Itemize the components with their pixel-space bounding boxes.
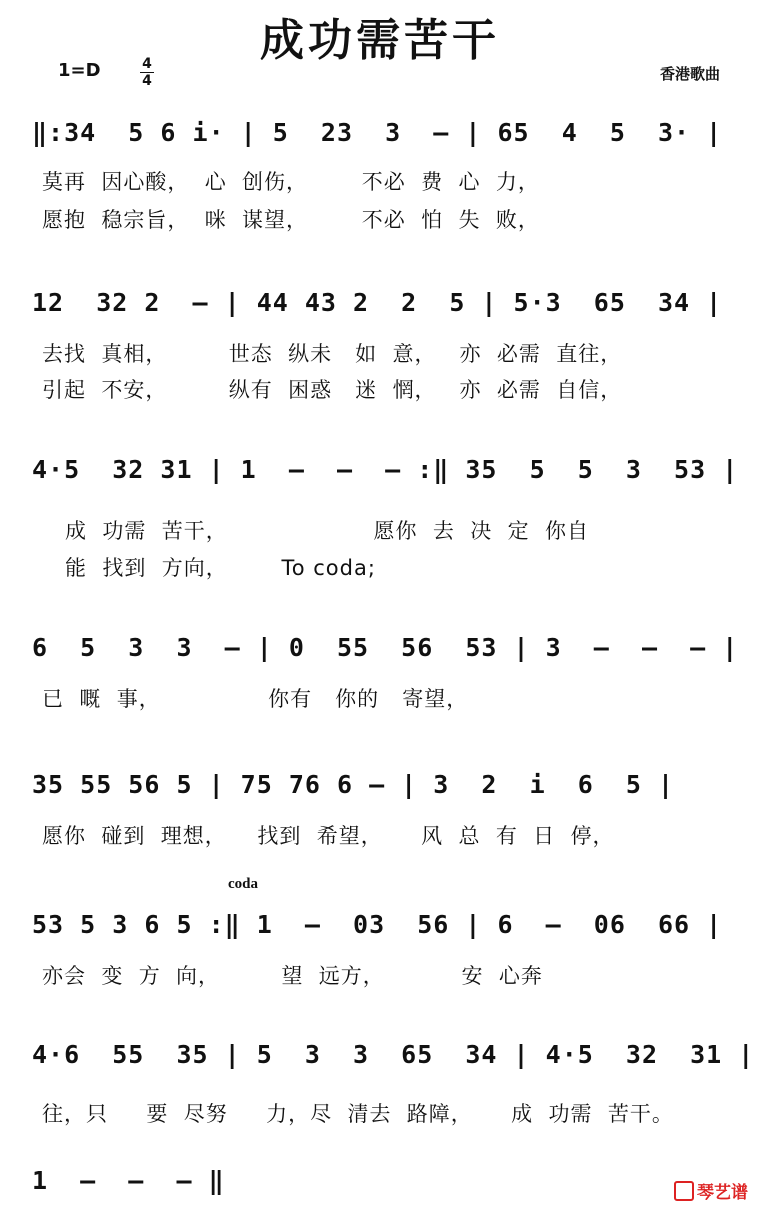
notation-line: ‖:34 5 6 i· | 5 23 3 — | 65 4 5 3· | — [32, 118, 723, 147]
coda-label: coda — [228, 876, 258, 892]
lyric-line-2: 能 找到 方向， To coda; — [42, 556, 376, 580]
notation-line: 4·6 55 35 | 5 3 3 65 34 | 4·5 32 31 | — [32, 1040, 755, 1069]
key-signature: 1=D — [58, 60, 101, 81]
notation-line: 35 55 56 5 | 75 76 6 — | 3 2 i 6 5 | — [32, 770, 675, 799]
lyric-line-1: 成 功需 苦干， 愿你 去 决 定 你自 — [42, 519, 589, 543]
notation-line: 4·5 32 31 | 1 — — — :‖ 35 5 5 3 53 | — [32, 455, 739, 484]
site-logo — [674, 1178, 748, 1203]
song-source: 香港歌曲 — [659, 65, 720, 83]
notation-line: 12 32 2 — | 44 43 2 2 5 | 5·3 65 34 | — [32, 288, 723, 317]
lyric-line-1: 愿你 碰到 理想， 找到 希望， 风 总 有 日 停， — [42, 824, 615, 848]
time-signature-bottom: 4 — [142, 73, 152, 89]
lyric-line-2: 愿抱 稳宗旨， 咪 谋望， 不必 怕 失 败， — [42, 208, 540, 232]
song-title: 成功需苦干 — [260, 15, 500, 66]
notation-line: 53 5 3 6 5 :‖ 1 — 03 56 | 6 — 06 66 | — [32, 910, 723, 939]
time-signature — [140, 57, 154, 88]
lyric-line-1: 已 嘅 事， 你有 你的 寄望， — [42, 687, 469, 711]
lyric-line-1: 去找 真相， 世态 纵未 如 意， 亦 必需 直往， — [42, 342, 623, 366]
logo-text: 琴艺谱 — [697, 1183, 748, 1203]
lyric-line-1: 莫再 因心酸， 心 创伤， 不必 费 心 力， — [42, 170, 540, 194]
lyric-line-1: 往，只 要 尽努 力，尽 清去 路障， 成 功需 苦干。 — [42, 1102, 674, 1126]
lyric-line-1: 亦会 变 方 向， 望 远方， 安 心奔 — [42, 964, 543, 988]
notation-line: 6 5 3 3 — | 0 55 56 53 | 3 — — — | — [32, 633, 739, 662]
lyric-line-2: 引起 不安， 纵有 困惑 迷 惘， 亦 必需 自信， — [42, 378, 623, 402]
notation-line: 1 — — — ‖ — [32, 1166, 225, 1195]
logo-icon — [674, 1181, 694, 1201]
time-signature-top: 4 — [142, 56, 152, 72]
